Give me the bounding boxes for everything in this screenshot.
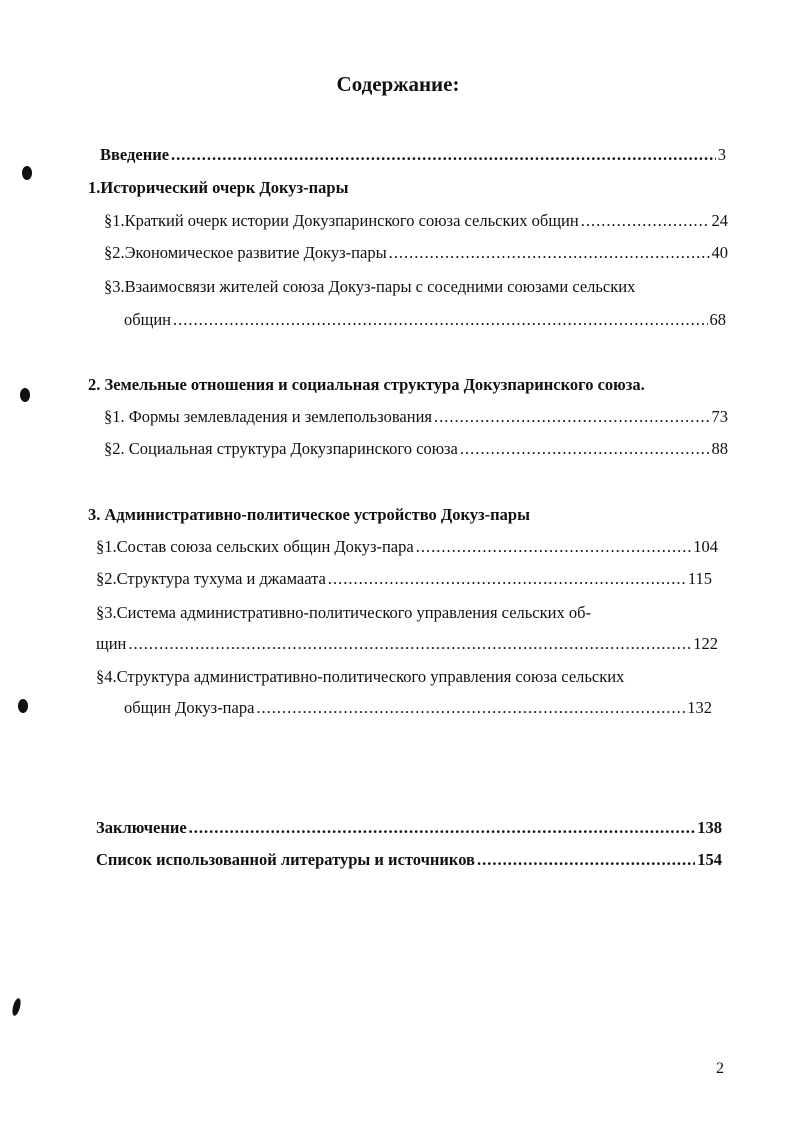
toc-page: 115 [687,569,712,588]
toc-entry-3-2 [96,567,712,591]
dot-leader [256,696,685,720]
chapter-2-heading: 2. Земельные отношения и социальная структура Докузпаринского союза. [88,375,645,394]
toc-entry-conclusion [96,816,722,840]
dot-leader [581,209,710,233]
toc-page: 88 [711,439,728,458]
toc-page: 122 [693,634,718,653]
toc-label: общин Докуз-пара [124,698,255,717]
chapter-1-heading: 1.Исторический очерк Докуз-пары [88,178,349,197]
dot-leader [389,241,710,265]
dot-leader [460,437,710,461]
dot-leader [416,535,692,559]
page-title: Содержание: [336,72,460,96]
toc-entry-2-1 [104,405,728,429]
toc-label: §2.Структура тухума и джамаата [96,569,326,588]
toc-label: Введение [100,145,170,164]
toc-entry-3-1 [96,535,718,559]
toc-entry-bibliography [96,848,722,872]
toc-label: щин [96,634,127,653]
toc-page: 24 [711,211,728,230]
toc-entry-3-4-line2 [124,696,712,720]
toc-page: 104 [693,537,718,556]
toc-page: 138 [697,818,722,837]
toc-page: 3 [717,145,726,164]
toc-label: Заключение [96,818,187,837]
toc-entry-2-2 [104,437,728,461]
scan-blot [20,388,30,402]
toc-entry-intro [100,143,726,167]
page-number: 2 [716,1060,724,1077]
toc-entry-3-3-line2 [96,632,718,656]
dot-leader [328,567,686,591]
toc-entry-1-1 [104,209,728,233]
toc-entry-3-4-line1: §4.Структура административно-политического управления союза сельских [96,667,625,686]
dot-leader [434,405,710,429]
toc-label: §2. Социальная структура Докузпаринского союза [104,439,458,458]
toc-page: 73 [711,407,728,426]
toc-label: Список использованной литературы и источников [96,850,475,869]
dot-leader [189,816,696,840]
toc-entry-1-3-line2 [124,308,726,332]
toc-page: 68 [709,310,726,329]
dot-leader [171,143,716,167]
chapter-3-heading: 3. Административно-политическое устройство Докуз-пары [88,505,530,524]
toc-label: общин [124,310,172,329]
scan-blot [18,699,28,713]
toc-page: 154 [697,850,722,869]
toc-page: 132 [687,698,712,717]
toc-label: §1.Состав союза сельских общин Докуз-пара [96,537,414,556]
toc-label: §2.Экономическое развитие Докуз-пары [104,243,387,262]
toc-entry-1-2 [104,241,728,265]
scan-blot [22,166,32,180]
toc-label: §1. Формы землевладения и землепользования [104,407,432,426]
toc-page: 40 [711,243,728,262]
toc-entry-1-3-line1: §3.Взаимосвязи жителей союза Докуз-пары с соседними союзами сельских [104,277,636,296]
dot-leader [477,848,695,872]
toc-entry-3-3-line1: §3.Система административно-политического управления сельских об- [96,603,591,622]
toc-label: §1.Краткий очерк истории Докузпаринского союза сельских общин [104,211,579,230]
dot-leader [173,308,707,332]
dot-leader [128,632,691,656]
scan-blot [11,997,22,1016]
